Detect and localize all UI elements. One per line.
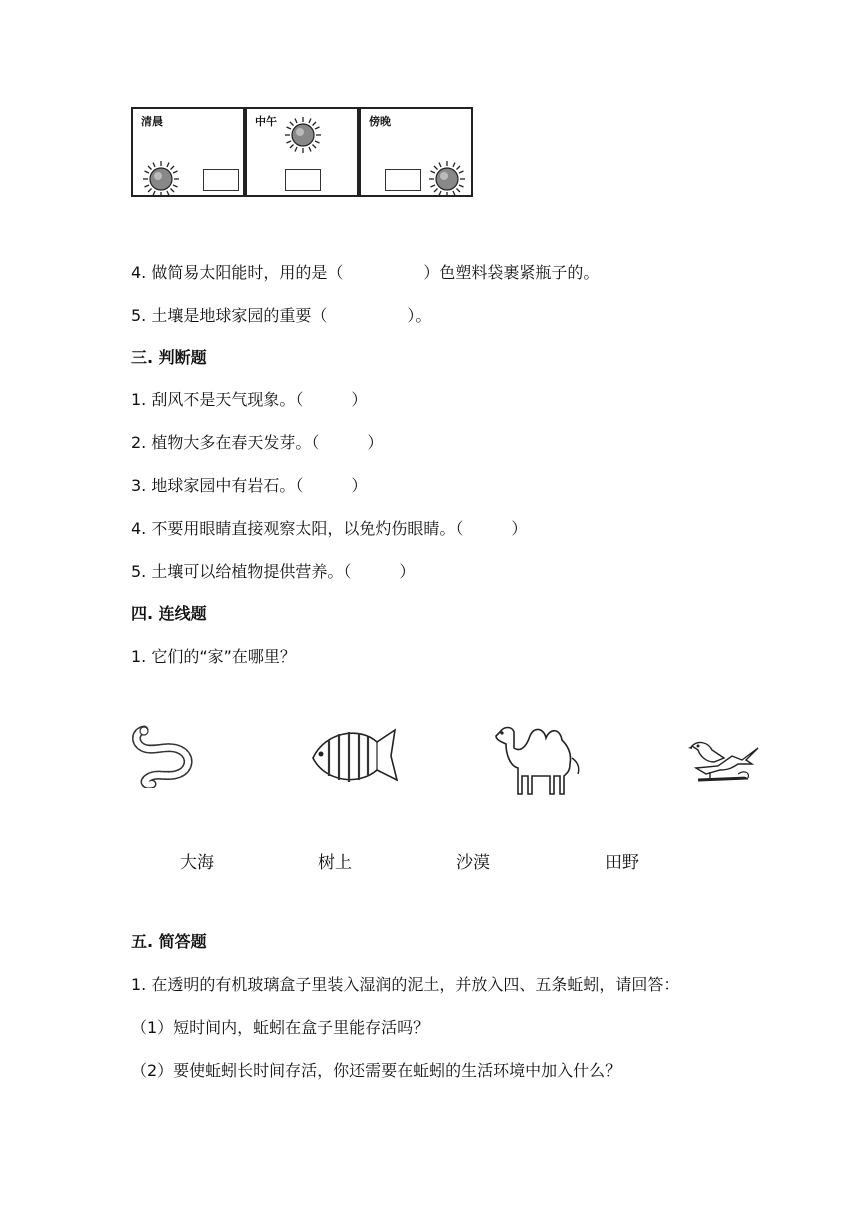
habitat-label: 大海 (180, 853, 214, 873)
habitat-label: 田野 (605, 853, 639, 873)
panel-label: 傍晚 (369, 115, 391, 128)
section-3-title: 三. 判断题 (131, 348, 207, 367)
answer-box[interactable] (203, 169, 239, 191)
sub-question-1: （1）短时间内，蚯蚓在盒子里能存活吗？ (131, 1018, 430, 1037)
fish-icon (307, 722, 403, 790)
answer-box[interactable] (285, 169, 321, 191)
sun-icon (141, 159, 181, 199)
true-false-item: 2. 植物大多在春天发芽。（ ） (131, 433, 384, 452)
short-answer-question: 1. 在透明的有机玻璃盒子里装入湿润的泥土，并放入四、五条蚯蚓，请回答： (131, 975, 680, 994)
section-4-title: 四. 连线题 (131, 604, 207, 623)
section-5-title: 五. 简答题 (131, 932, 207, 951)
camel-icon (488, 718, 588, 802)
bird-icon (688, 734, 764, 784)
panel-morning (131, 107, 245, 197)
panel-label: 清晨 (141, 115, 163, 128)
panel-evening (359, 107, 473, 197)
matching-question: 1. 它们的“家”在哪里？ (131, 647, 296, 666)
panel-label: 中午 (255, 115, 277, 128)
sub-question-2: （2）要使蚯蚓长时间存活，你还需要在蚯蚓的生活环境中加入什么？ (131, 1061, 622, 1080)
sun-icon (427, 159, 467, 199)
sun-icon (283, 115, 323, 155)
fill-in-question-5: 5. 土壤是地球家园的重要（ ）。 (131, 306, 432, 325)
true-false-item: 1. 刮风不是天气现象。（ ） (131, 390, 368, 409)
habitat-label: 沙漠 (456, 853, 490, 873)
panel-noon (245, 107, 359, 197)
earthworm-icon (130, 722, 202, 788)
answer-box[interactable] (385, 169, 421, 191)
fill-in-question-4: 4. 做简易太阳能时，用的是（ ）色塑料袋裹紧瓶子的。 (131, 263, 600, 282)
true-false-item: 4. 不要用眼睛直接观察太阳，以免灼伤眼睛。（ ） (131, 519, 528, 538)
habitat-label: 树上 (318, 853, 352, 873)
true-false-item: 5. 土壤可以给植物提供营养。（ ） (131, 562, 416, 581)
true-false-item: 3. 地球家园中有岩石。（ ） (131, 476, 368, 495)
